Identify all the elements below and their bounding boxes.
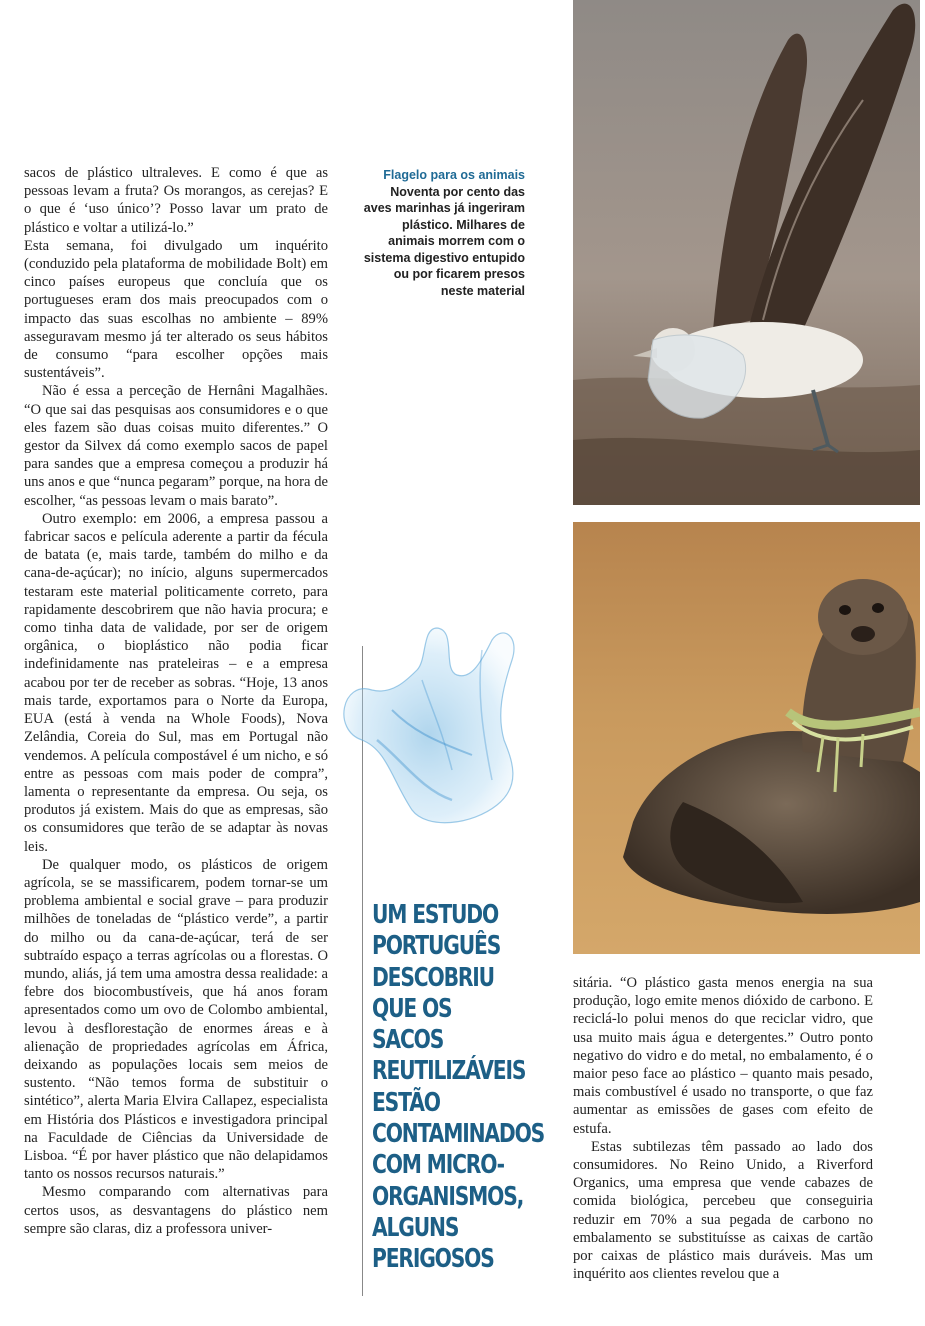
- left-paragraph-5: De qualquer modo, os plásticos de origem agrícola, se se massificarem, podem tornar-se um problema ambiental e social grave – para produzir milhões de toneladas de “plástico verde”, a partir do milho ou da cana-de-açúcar, terá de ser subtraído espaço a terras agrícolas ou a florestas. O mundo, aliás, já tem uma amostra dessa realidade: a febre dos biocombustíveis, que há anos foram apresentados como um ovo de Colombo ambiental, levou à desflorestação de enormes áreas e à alienação de propriedades agrícolas em África, deixando as populações locais sem meios de sustento. “Não temos forma de substituir o sintético”, alerta Maria Elvira Callapez, especialista em História dos Plásticos e investigadora principal na Faculdade de Ciências da Universidade de Lisboa. “É por haver plástico que não delapidamos tanto os nossos recursos naturais.”: [24, 856, 328, 1183]
- plastic-bag-illustration: [332, 620, 532, 835]
- left-paragraph-4: Outro exemplo: em 2006, a empresa passou a fabricar sacos e película aderente a partir da fécula de batata (e, mais tarde, também do milho e da cana-de-açúcar); no início, alguns supermercados testaram este material politicamente correto, para rapidamente descobrirem que não havia procura; e como tinha data de validade, por ser de origem orgânica, o bioplástico não podia ficar indefinidamente nas prateleiras – e a empresa acabou por ter de receber as sobras. “Hoje, 13 anos mais tarde, exportamos para o Norte da Europa, EUA (está à venda na Whole Foods), Nova Zelândia, Coreia do Sul, mas em Portugal não vendemos. A película compostável é um nicho, e só entre as pessoas com mais poder de compra”, lamenta o representante da empresa. Ou seja, os produtos já existem. Mais do que as empresas, são os consumidores que terão de se adaptar às novas leis.: [24, 510, 328, 855]
- seagull-photo: [573, 0, 920, 505]
- left-paragraph-3: Não é essa a perceção de Hernâni Magalhães. “O que sai das pesquisas aos consumidores e o que eles fazem são duas coisas muito diferentes.” O gestor da Silvex dá como exemplo sacos de papel para sandes que a empresa começou a produzir há uns anos e que “nunca pegaram” porque, na hora de escolher, “as pessoas levam o mais barato”.: [24, 383, 328, 509]
- left-paragraph-1: sacos de plástico ultraleves. E como é que as pessoas levam a fruta? Os morangos, as cerejas? E o que é ‘uso único’? Posso lavar um prato de plástico e voltar a utilizá-lo.”: [24, 165, 328, 236]
- seal-image: [573, 522, 920, 954]
- right-paragraph-1: sitária. “O plástico gasta menos energia na sua produção, logo emite menos dióxido de carbono. E reciclá-lo polui menos do que reciclar vidro, que usa muito mais água e detergentes.” Outro ponto negativo do vidro e do metal, no embalamento, é o maior peso face ao plástico – quanto mais pesado, mais combustível é usado no transporte, o que faz aumentar as emissões de gases com efeito de estufa.: [573, 975, 873, 1137]
- article-right-column: [573, 974, 873, 1283]
- caption-body: Noventa por cento das aves marinhas já ingeriram plástico. Milhares de animais morrem com o sistema digestivo entupido ou por ficarem presos neste material: [363, 184, 525, 298]
- right-paragraph-2: Estas subtilezas têm passado ao lado dos consumidores. No Reino Unido, a Riverford Organics, uma empresa que vende cabazes de comida biológica, percebeu que conseguiria reduzir em 70% a sua pegada de carbono no embalamento se substituísse as caixas de cartão por caixas de plástico mais duráveis. Mas um inquérito aos clientes revelou que a: [573, 1138, 873, 1283]
- photo-caption: [360, 167, 525, 299]
- seal-photo: [573, 522, 920, 954]
- caption-head: Flagelo para os animais: [383, 168, 525, 182]
- article-left-column: [24, 164, 328, 1238]
- left-paragraph-6: Mesmo comparando com alternativas para certos usos, as desvantagens do plástico nem sempre são claras, diz a professora univer-: [24, 1184, 328, 1237]
- pull-quote: UM ESTUDO PORTUGUÊS DESCOBRIU QUE OS SACOS REUTILIZÁVEIS ESTÃO CONTAMINADOS COM MICRO- ORGANISMOS, ALGUNS PERIGOSOS: [372, 900, 545, 1275]
- left-paragraph-2: Esta semana, foi divulgado um inquérito (conduzido pela plataforma de mobilidade Bolt) em cinco países europeus que concluía que os portugueses eram dos mais preocupados com o impacto das suas escolhas no ambiente – 89% asseguravam mesmo já ter alterado os seus hábitos de consumo “para escolher opções mais sustentáveis”.: [24, 237, 328, 382]
- seagull-image: [573, 0, 920, 505]
